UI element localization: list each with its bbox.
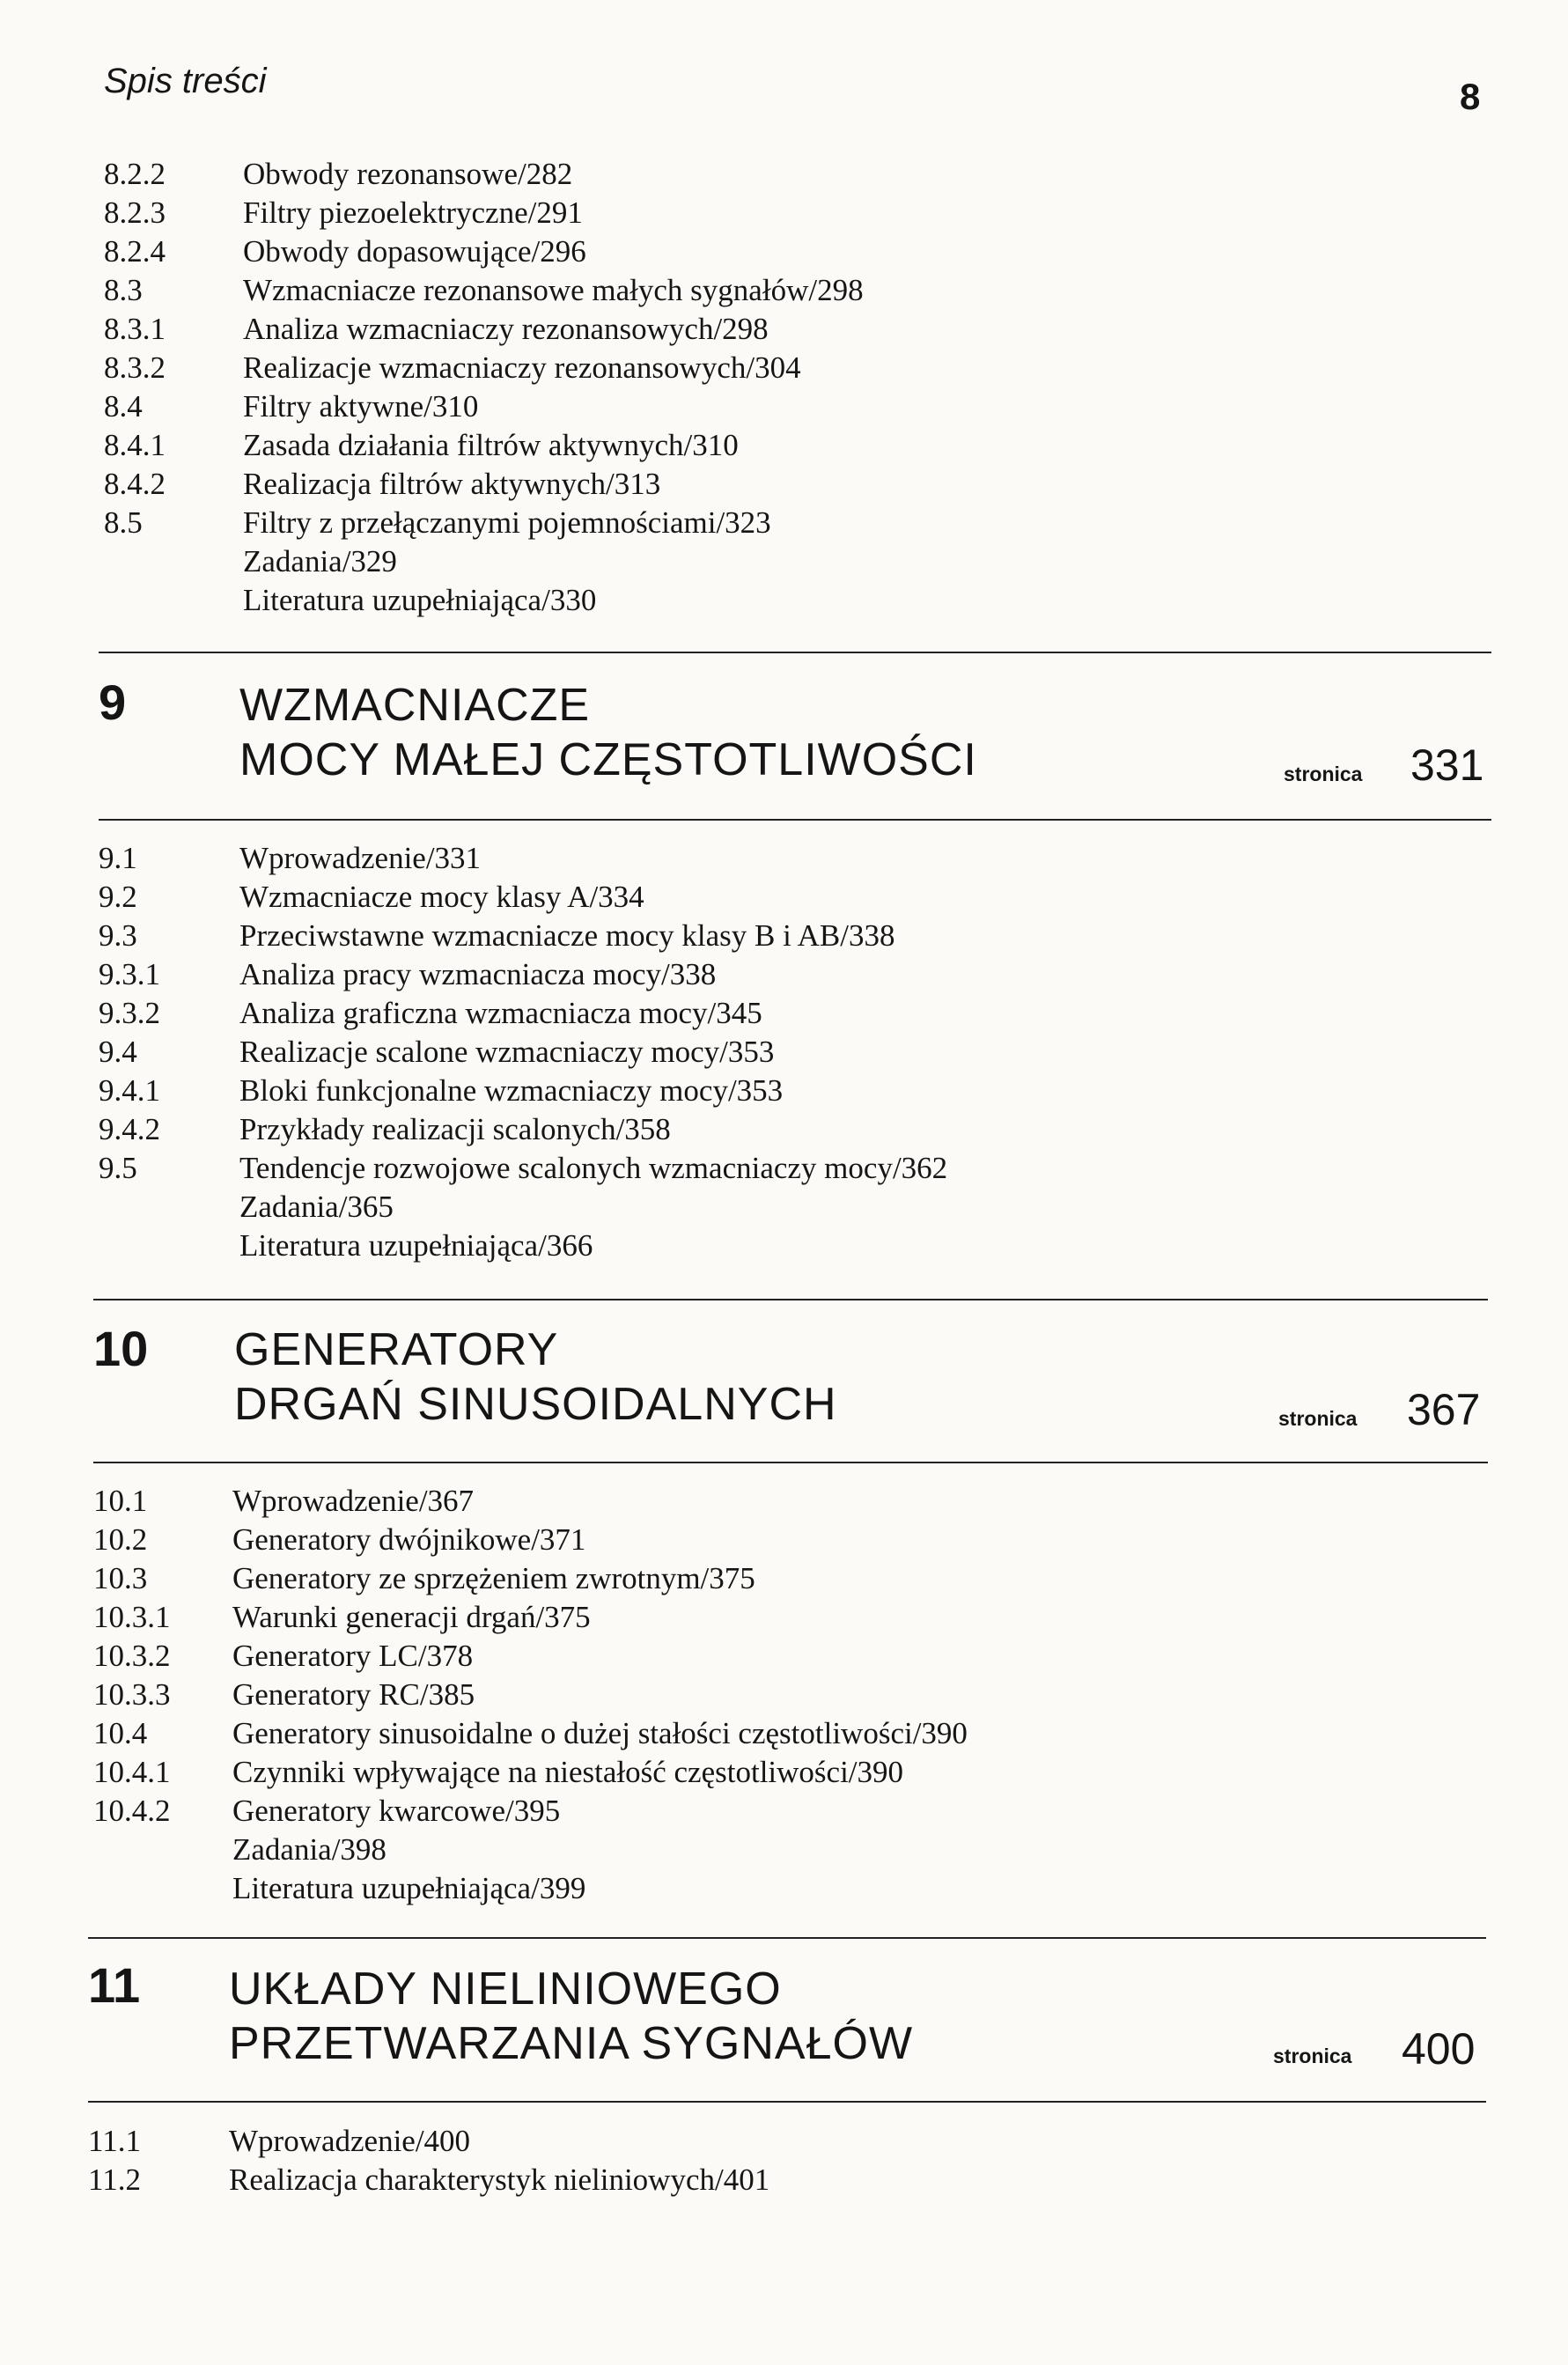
toc-entry-title: Filtry z przełączanymi pojemnościami/323 xyxy=(243,505,771,540)
toc-entry-title: Generatory ze sprzężeniem zwrotnym/375 xyxy=(232,1561,755,1595)
divider xyxy=(93,1299,1488,1300)
page-header-title: Spis treści xyxy=(104,62,267,100)
toc-entry-title: Tendencje rozwojowe scalonych wzmacniaczy mocy/362 xyxy=(239,1151,948,1185)
toc-entry-number: 9.5 xyxy=(99,1151,137,1185)
toc-entry-number: 10.3 xyxy=(93,1561,148,1595)
toc-entry-number: 10.3.1 xyxy=(93,1600,171,1634)
toc-entry-title: Realizacje scalone wzmacniaczy mocy/353 xyxy=(239,1035,775,1069)
toc-entry-number: 8.3 xyxy=(104,273,143,307)
chapter-page-number: 400 xyxy=(1402,2024,1476,2074)
toc-entry-number: 9.3.2 xyxy=(99,996,160,1030)
divider xyxy=(93,1462,1488,1463)
toc-entry-title: Wprowadzenie/367 xyxy=(232,1484,475,1518)
toc-entry-number: 8.2.2 xyxy=(104,157,166,191)
chapter-title-line: UKŁADY NIELINIOWEGO xyxy=(229,1963,782,2015)
toc-entry-title: Czynniki wpływające na niestałość częstotliwości/390 xyxy=(232,1755,904,1789)
toc-entry-title: Realizacja filtrów aktywnych/313 xyxy=(243,467,661,501)
toc-entry-number: 8.5 xyxy=(104,505,143,540)
toc-entry-title: Zadania/329 xyxy=(243,544,397,578)
toc-entry-title: Literatura uzupełniająca/399 xyxy=(232,1871,586,1905)
toc-entry-number: 8.3.1 xyxy=(104,312,166,346)
toc-entry-number: 11.1 xyxy=(88,2124,141,2158)
toc-entry-number: 10.4 xyxy=(93,1716,148,1750)
toc-entry-title: Wzmacniacze mocy klasy A/334 xyxy=(239,880,644,914)
toc-entry-title: Literatura uzupełniająca/366 xyxy=(239,1228,593,1263)
toc-entry-title: Generatory LC/378 xyxy=(232,1639,474,1673)
toc-entry-title: Literatura uzupełniająca/330 xyxy=(243,583,597,617)
toc-entry-number: 8.4.1 xyxy=(104,428,166,462)
toc-entry-title: Przeciwstawne wzmacniacze mocy klasy B i AB/338 xyxy=(239,918,895,953)
chapter-title-line: PRZETWARZANIA SYGNAŁÓW xyxy=(229,2018,914,2069)
toc-entry-number: 8.2.4 xyxy=(104,234,166,269)
toc-entry-title: Generatory sinusoidalne o dużej stałości częstotliwości/390 xyxy=(232,1716,968,1750)
toc-entry-title: Zasada działania filtrów aktywnych/310 xyxy=(243,428,739,462)
toc-entry-number: 8.2.3 xyxy=(104,195,166,230)
toc-entry-title: Obwody dopasowujące/296 xyxy=(243,234,586,269)
toc-entry-title: Warunki generacji drgań/375 xyxy=(232,1600,591,1634)
toc-entry-number: 10.3.2 xyxy=(93,1639,171,1673)
chapter-title xyxy=(234,1322,837,1432)
toc-entry-number: 9.4.1 xyxy=(99,1073,160,1108)
toc-entry-number: 9.3.1 xyxy=(99,957,160,991)
chapter-number: 11 xyxy=(88,1957,141,2013)
toc-entry-title: Generatory RC/385 xyxy=(232,1677,475,1712)
chapter-page-label: stronica xyxy=(1278,1407,1358,1430)
toc-entry-title: Bloki funkcjonalne wzmacniaczy mocy/353 xyxy=(239,1073,784,1108)
toc-entry-number: 10.4.2 xyxy=(93,1794,171,1828)
toc-entry-title: Zadania/398 xyxy=(232,1832,386,1867)
chapter-number: 10 xyxy=(93,1321,149,1376)
toc-entry-title: Zadania/365 xyxy=(239,1190,394,1224)
toc-entry-title: Analiza pracy wzmacniacza mocy/338 xyxy=(239,957,717,991)
toc-entry-number: 10.4.1 xyxy=(93,1755,171,1789)
chapter-title xyxy=(229,1962,913,2071)
toc-entry-title: Obwody rezonansowe/282 xyxy=(243,157,573,191)
divider xyxy=(88,1937,1486,1939)
toc-entry-title: Realizacje wzmacniaczy rezonansowych/304 xyxy=(243,350,801,385)
chapter-page-number: 367 xyxy=(1407,1385,1481,1434)
toc-entry-number: 9.3 xyxy=(99,918,137,953)
toc-entry-number: 8.4.2 xyxy=(104,467,166,501)
chapter-number: 9 xyxy=(99,674,127,730)
divider xyxy=(99,819,1491,821)
page-number: 8 xyxy=(1460,76,1481,117)
toc-entry-title: Filtry aktywne/310 xyxy=(243,389,479,424)
toc-entry-title: Analiza wzmacniaczy rezonansowych/298 xyxy=(243,312,769,346)
toc-entry-title: Filtry piezoelektryczne/291 xyxy=(243,195,583,230)
toc-entry-title: Wzmacniacze rezonansowe małych sygnałów/298 xyxy=(243,273,864,307)
toc-entry-title: Wprowadzenie/400 xyxy=(229,2124,471,2158)
toc-entry-title: Realizacja charakterystyk nieliniowych/401 xyxy=(229,2162,770,2197)
toc-entry-number: 8.3.2 xyxy=(104,350,166,385)
toc-entry-number: 9.1 xyxy=(99,841,137,875)
toc-entry-number: 11.2 xyxy=(88,2162,141,2197)
chapter-title-line: GENERATORY xyxy=(234,1324,559,1375)
toc-entry-number: 9.2 xyxy=(99,880,137,914)
toc-entry-number: 8.4 xyxy=(104,389,143,424)
divider xyxy=(88,2101,1486,2103)
toc-entry-number: 10.1 xyxy=(93,1484,148,1518)
toc-entry-title: Generatory dwójnikowe/371 xyxy=(232,1522,586,1557)
toc-entry-number: 9.4.2 xyxy=(99,1112,160,1146)
toc-entry-title: Wprowadzenie/331 xyxy=(239,841,482,875)
toc-entry-number: 10.2 xyxy=(93,1522,148,1557)
toc-entry-title: Przykłady realizacji scalonych/358 xyxy=(239,1112,671,1146)
toc-entry-number: 9.4 xyxy=(99,1035,137,1069)
chapter-title-line: WZMACNIACZE xyxy=(239,680,591,731)
chapter-page-label: stronica xyxy=(1284,763,1363,785)
chapter-page-label: stronica xyxy=(1273,2045,1352,2067)
toc-entry-title: Analiza graficzna wzmacniacza mocy/345 xyxy=(239,996,762,1030)
chapter-page-number: 331 xyxy=(1410,740,1484,790)
toc-entry-title: Generatory kwarcowe/395 xyxy=(232,1794,561,1828)
chapter-title-line: MOCY MAŁEJ CZĘSTOTLIWOŚCI xyxy=(239,734,977,785)
chapter-title-line: DRGAŃ SINUSOIDALNYCH xyxy=(234,1379,837,1430)
toc-entry-number: 10.3.3 xyxy=(93,1677,171,1712)
chapter-title xyxy=(239,678,977,787)
divider xyxy=(99,652,1491,653)
